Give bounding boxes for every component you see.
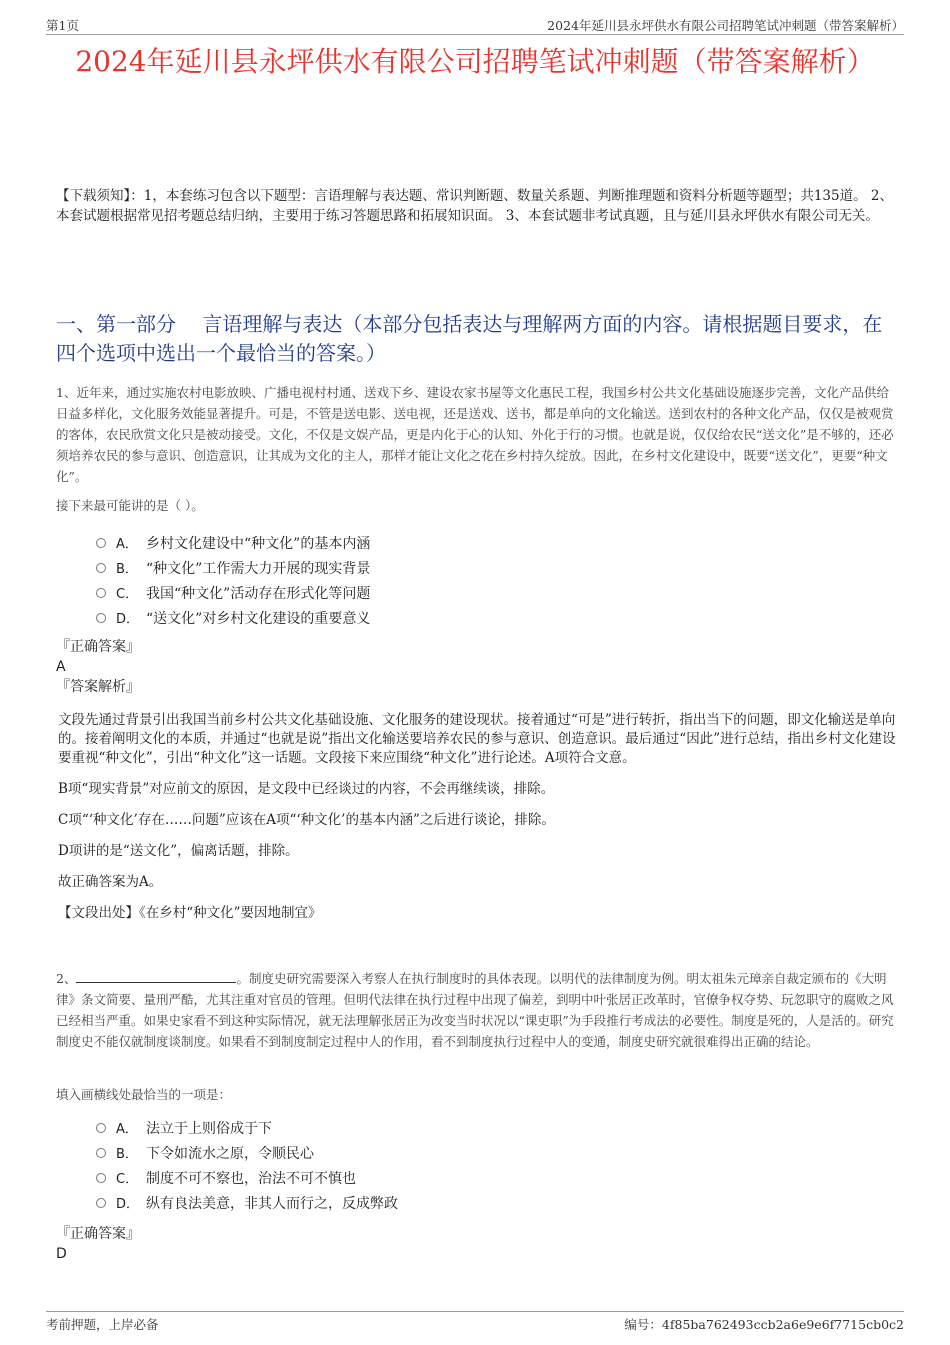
- question-2-text-block: [56, 968, 900, 1052]
- question-1-prompt-block: [56, 496, 900, 514]
- option-d[interactable]: D． 纵有良法美意，非其人而行之，反成弊政: [96, 1190, 890, 1215]
- question-2-options: [96, 1115, 890, 1215]
- option-a[interactable]: A． 法立于上则俗成于下: [96, 1115, 890, 1140]
- question-1-answer-block: [56, 637, 900, 697]
- option-c[interactable]: C． 制度不可不察也，治法不可不慎也: [96, 1165, 890, 1190]
- fill-blank: [76, 970, 236, 983]
- footer-code: 编号：4f85ba762493ccb2a6e9e6f7715cb0c2: [624, 1317, 904, 1332]
- option-d[interactable]: D． “送文化”对乡村文化建设的重要意义: [96, 605, 890, 630]
- analysis-label: 『答案解析』: [56, 679, 140, 695]
- analysis-paragraph: C项“‘种文化’存在……问题”应该在A项“‘种文化’的基本内涵”之后进行谈论，排除。: [58, 812, 555, 828]
- page-header: [46, 14, 904, 35]
- radio-icon[interactable]: [96, 1173, 106, 1183]
- header-doc-title: 2024年延川县永坪供水有限公司招聘笔试冲刺题（带答案解析）: [547, 18, 904, 33]
- analysis-paragraph: B项“现实背景”对应前文的原因，是文段中已经谈过的内容，不会再继续谈，排除。: [58, 781, 555, 797]
- question-1-options: [96, 530, 890, 630]
- radio-icon[interactable]: [96, 1198, 106, 1208]
- answer-label: 『正确答案』: [56, 639, 140, 655]
- question-2-prompt-block: [56, 1085, 900, 1103]
- page-footer: [46, 1311, 904, 1332]
- option-c[interactable]: C． 我国“种文化”活动存在形式化等问题: [96, 580, 890, 605]
- radio-icon[interactable]: [96, 538, 106, 548]
- option-b[interactable]: B． 下令如流水之原，令顺民心: [96, 1140, 890, 1165]
- analysis-paragraph: 故正确答案为A。: [58, 874, 163, 890]
- radio-icon[interactable]: [96, 588, 106, 598]
- page-number: 第1页: [46, 18, 79, 33]
- question-1-text-block: [56, 382, 900, 487]
- question-2-text: 2、 。制度史研究需要深入考察人在执行制度时的具体表现。以明代的法律制度为例。明太祖朱元璋亲自裁定颁布的《大明律》条文简要、量刑严酷，尤其注重对官员的管理。但明代法律在执行过程中出现了偏差，到明中叶张居正改革时，官僚争权夺势、玩忽职守的腐败之风已经相当严重。如果史家看不到这种实际情况，就无法理解张居正为改变当时状况以“课吏职”为手段推行考成法的必要性。制度是死的，人是活的。研究制度史不能仅就制度谈制度。如果看不到制度制定过程中人的作用，看不到制度执行过程中人的变通，制度史研究就很难得出正确的结论。: [56, 971, 894, 1049]
- analysis-paragraph: 文段先通过背景引出我国当前乡村公共文化基础设施、文化服务的建设现状。接着通过“可是”进行转折，指出当下的问题，即文化输送是单向的。接着阐明文化的本质，并通过“也就是说”指出文化输送要培养农民的参与意识、创造意识。最后通过“因此”进行总结，指出乡村文化建设要重视“种文化”，引出“种文化”这一话题。文段接下来应围绕“种文化”进行论述。A项符合文意。: [58, 712, 896, 766]
- footer-slogan: 考前押题，上岸必备: [46, 1317, 159, 1332]
- radio-icon[interactable]: [96, 563, 106, 573]
- download-notice: 【下载须知】：1，本套练习包含以下题型：言语理解与表达题、常识判断题、数量关系题、判断推理题和资料分析题等题型；共135道。 2、本套试题根据常见招考题总结归纳，主要用于练习答题思路和拓展知识面。 3、本套试题非考试真题，且与延川县永坪供水有限公司无关。: [56, 188, 893, 224]
- document-title: 2024年延川县永坪供水有限公司招聘笔试冲刺题（带答案解析）: [75, 45, 875, 78]
- correct-answer: A: [56, 659, 66, 675]
- question-2-answer-block: [56, 1224, 900, 1264]
- analysis-paragraph: D项讲的是“送文化”，偏离话题，排除。: [58, 843, 299, 859]
- answer-label: 『正确答案』: [56, 1226, 140, 1242]
- question-2-prompt: 填入画横线处最恰当的一项是：: [56, 1087, 232, 1102]
- question-1-text: 1、近年来，通过实施农村电影放映、广播电视村村通、送戏下乡、建设农家书屋等文化惠民工程，我国乡村公共文化基础设施逐步完善，文化产品供给日益多样化，文化服务效能显著提升。可是，不管是送电影、送电视，还是送戏、送书，都是单向的文化输送。送到农村的各种文化产品，仅仅是被观赏的客体，农民欣赏文化只是被动接受。文化，不仅是文娱产品，更是内化于心的认知、外化于行的习惯。也就是说，仅仅给农民“送文化”是不够的，还必须培养农民的参与意识、创造意识，让其成为文化的主人，那样才能让文化之花在乡村持久绽放。因此，在乡村文化建设中，既要“送文化”，更要“种文化”。: [56, 385, 894, 484]
- text-source: 【文段出处】《在乡村“种文化”要因地制宜》: [58, 905, 322, 921]
- radio-icon[interactable]: [96, 613, 106, 623]
- radio-icon[interactable]: [96, 1123, 106, 1133]
- radio-icon[interactable]: [96, 1148, 106, 1158]
- option-a[interactable]: A． 乡村文化建设中“种文化”的基本内涵: [96, 530, 890, 555]
- section-title: 一、第一部分 言语理解与表达（本部分包括表达与理解两方面的内容。请根据题目要求，在四个选项中选出一个最恰当的答案。）: [56, 312, 883, 365]
- question-1-analysis: [58, 711, 900, 923]
- question-1-prompt: 接下来最可能讲的是（ ）。: [56, 498, 204, 513]
- correct-answer: D: [56, 1246, 67, 1262]
- option-b[interactable]: B． “种文化”工作需大力开展的现实背景: [96, 555, 890, 580]
